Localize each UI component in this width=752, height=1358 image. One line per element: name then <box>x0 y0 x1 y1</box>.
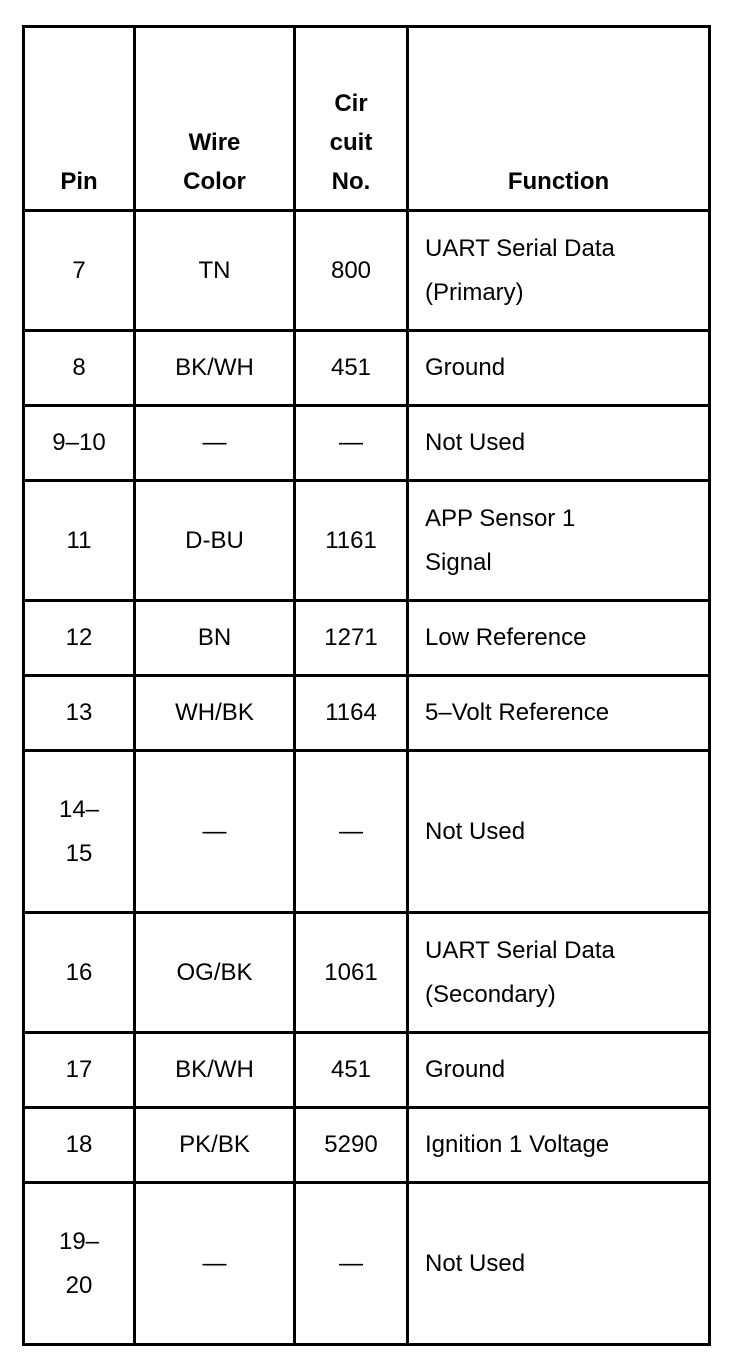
header-circuit-line: cuit <box>329 129 373 156</box>
function-text: (Secondary) <box>425 980 556 1008</box>
circuit-cell: — <box>295 406 408 481</box>
circuit-cell: — <box>295 751 408 913</box>
header-wire-color <box>135 27 295 211</box>
pin-cell <box>24 601 135 676</box>
function-text: Signal <box>425 548 492 576</box>
function-cell <box>408 1108 710 1183</box>
function-text: Ground <box>425 354 506 381</box>
wire-color-cell: PK/BK <box>135 1108 295 1183</box>
circuit-cell: 1271 <box>295 601 408 676</box>
pin-text: 12 <box>65 624 93 651</box>
header-function-line: Function <box>507 168 610 195</box>
function-text: Ground <box>425 1056 506 1083</box>
pin-cell <box>24 1183 135 1345</box>
wire-color-cell: BN <box>135 601 295 676</box>
pin-cell <box>24 481 135 601</box>
function-text: Ignition 1 Voltage <box>425 1131 610 1158</box>
function-text: UART Serial Data <box>425 936 615 964</box>
table-row <box>24 481 710 601</box>
function-text: APP Sensor 1 <box>425 504 576 532</box>
function-cell <box>408 481 710 601</box>
pin-cell <box>24 676 135 751</box>
connector-pinout-table <box>22 25 711 1346</box>
table-row <box>24 676 710 751</box>
header-wire-color-line: Wire <box>188 129 241 156</box>
table-row <box>24 1033 710 1108</box>
pin-text: 8 <box>72 354 86 381</box>
circuit-cell: 1161 <box>295 481 408 601</box>
pin-text: 16 <box>65 958 93 986</box>
pin-text: 9–10 <box>52 429 106 456</box>
header-function <box>408 27 710 211</box>
function-text: Not Used <box>425 817 526 845</box>
function-cell <box>408 751 710 913</box>
wire-color-cell: — <box>135 751 295 913</box>
table-row <box>24 1108 710 1183</box>
wire-color-cell: OG/BK <box>135 913 295 1033</box>
wire-color-cell: WH/BK <box>135 676 295 751</box>
wire-color-cell: TN <box>135 211 295 331</box>
header-circuit-no <box>295 27 408 211</box>
pin-text: 7 <box>72 256 86 284</box>
function-cell <box>408 913 710 1033</box>
pin-cell <box>24 1108 135 1183</box>
header-circuit-line: Cir <box>334 90 368 117</box>
table-row <box>24 211 710 331</box>
wire-color-cell: BK/WH <box>135 331 295 406</box>
header-row <box>24 27 710 211</box>
function-text: (Primary) <box>425 278 524 306</box>
pin-text: 15 <box>65 839 93 867</box>
table-row <box>24 1183 710 1345</box>
header-pin-line: Pin <box>60 168 98 195</box>
pin-cell <box>24 1033 135 1108</box>
wire-color-cell: — <box>135 406 295 481</box>
function-text: UART Serial Data <box>425 234 615 262</box>
table-row <box>24 913 710 1033</box>
wire-color-cell: — <box>135 1183 295 1345</box>
function-cell <box>408 331 710 406</box>
table-row <box>24 406 710 481</box>
function-cell <box>408 676 710 751</box>
wire-color-cell: BK/WH <box>135 1033 295 1108</box>
circuit-cell: 451 <box>295 331 408 406</box>
pin-text: 17 <box>65 1056 93 1083</box>
pin-cell <box>24 913 135 1033</box>
function-cell <box>408 1183 710 1345</box>
header-pin <box>24 27 135 211</box>
pin-text: 18 <box>65 1131 93 1158</box>
header-circuit-line: No. <box>331 168 371 195</box>
function-text: Not Used <box>425 429 526 456</box>
circuit-cell: 451 <box>295 1033 408 1108</box>
function-cell <box>408 406 710 481</box>
function-text: 5–Volt Reference <box>425 699 610 726</box>
table-row <box>24 331 710 406</box>
table-row <box>24 751 710 913</box>
circuit-cell: 5290 <box>295 1108 408 1183</box>
pin-text: 20 <box>65 1271 93 1299</box>
circuit-cell: 1061 <box>295 913 408 1033</box>
pin-text: 19– <box>58 1227 100 1255</box>
function-cell <box>408 211 710 331</box>
circuit-cell: 800 <box>295 211 408 331</box>
function-text: Not Used <box>425 1249 526 1277</box>
function-cell <box>408 1033 710 1108</box>
pin-text: 13 <box>65 699 93 726</box>
pin-cell <box>24 211 135 331</box>
pin-cell <box>24 751 135 913</box>
function-text: Low Reference <box>425 624 587 651</box>
pin-cell <box>24 331 135 406</box>
header-wire-color-line: Color <box>183 168 246 195</box>
pin-cell <box>24 406 135 481</box>
connector-pinout-table-container <box>22 25 711 1346</box>
function-cell <box>408 601 710 676</box>
circuit-cell: — <box>295 1183 408 1345</box>
circuit-cell: 1164 <box>295 676 408 751</box>
pin-text: 14– <box>58 795 100 823</box>
table-row <box>24 601 710 676</box>
wire-color-cell: D-BU <box>135 481 295 601</box>
pin-text: 11 <box>66 526 92 554</box>
